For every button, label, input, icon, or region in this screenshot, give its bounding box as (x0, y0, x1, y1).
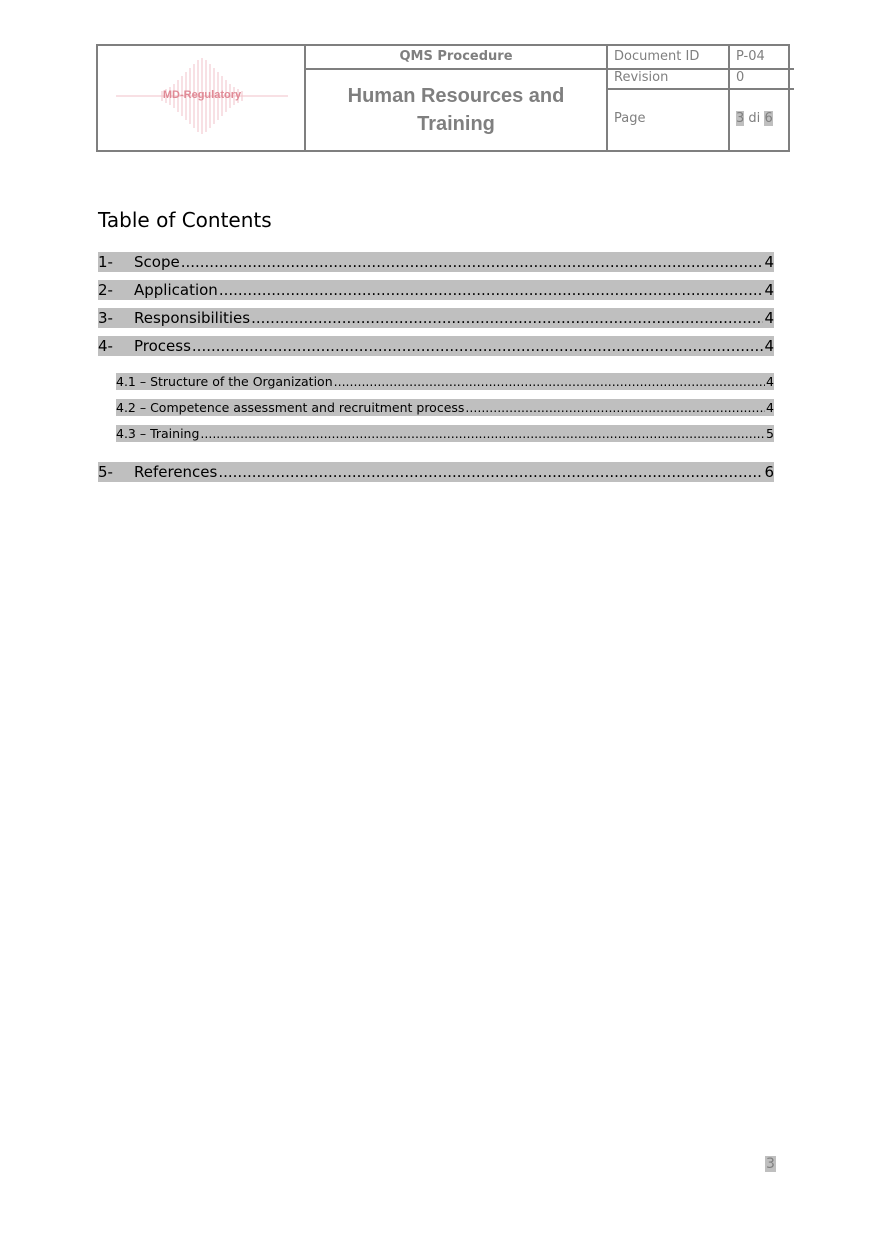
toc-entry-page: 4 (764, 253, 774, 271)
toc-entry-scope[interactable] (98, 252, 774, 272)
toc-entry-page: 4 (764, 309, 774, 327)
meta-labels (608, 46, 730, 150)
toc-entry-number: 5- (98, 463, 113, 481)
procedure-label: QMS Procedure (306, 46, 606, 70)
toc-entry-competence[interactable] (116, 399, 774, 416)
revision-value: 0 (730, 68, 794, 90)
footer-page-number: 3 (766, 1156, 775, 1172)
toc-leader (465, 400, 765, 415)
toc-entry-label: References (134, 463, 218, 481)
toc-entry-label: 4.2 – Competence assessment and recruitment process (116, 400, 465, 415)
document-header (96, 44, 790, 152)
toc-entry-number: 4- (98, 337, 113, 355)
toc-entry-label: Application (134, 281, 218, 299)
toc-entry-references[interactable] (98, 462, 774, 482)
page-total: 6 (764, 111, 773, 126)
toc-leader (218, 463, 763, 481)
toc-entry-responsibilities[interactable] (98, 308, 774, 328)
logo-cell (98, 46, 306, 150)
title-column (306, 46, 608, 150)
meta-values (730, 46, 788, 150)
page-separator: di (748, 111, 761, 126)
toc-entry-label: Responsibilities (134, 309, 251, 327)
toc-leader (181, 253, 764, 271)
toc-entry-process[interactable] (98, 336, 774, 356)
toc-leader (192, 337, 764, 355)
md-regulatory-logo (112, 54, 292, 138)
toc-entry-number: 3- (98, 309, 113, 327)
logo-text: MD-Regulatory (162, 89, 242, 101)
toc-entry-page: 4 (764, 281, 774, 299)
toc-entry-structure[interactable] (116, 373, 774, 390)
toc-entry-label: 4.3 – Training (116, 426, 200, 441)
toc-entry-number: 1- (98, 253, 113, 271)
document-title (306, 70, 606, 150)
toc-leader (219, 281, 764, 299)
document-title-text: Human Resources and Training (347, 85, 565, 135)
page-current: 3 (736, 111, 745, 126)
revision-label: Revision (608, 68, 734, 90)
toc-entry-page: 4 (764, 337, 774, 355)
doc-id-label: Document ID (608, 46, 734, 70)
toc-entry-label: 4.1 – Structure of the Organization (116, 374, 333, 389)
toc-title: Table of Contents (98, 208, 272, 232)
toc-entry-page: 4 (766, 400, 774, 415)
toc-entry-page: 4 (766, 374, 774, 389)
toc-entry-application[interactable] (98, 280, 774, 300)
doc-id-value: P-04 (730, 46, 794, 70)
toc-leader (200, 426, 765, 441)
toc-entry-page: 6 (764, 463, 774, 481)
toc-entry-label: Process (134, 337, 191, 355)
page-label: Page (614, 111, 646, 126)
toc-leader (251, 309, 763, 327)
toc-entry-page: 5 (766, 426, 774, 441)
toc-entry-training[interactable] (116, 425, 774, 442)
page-value (730, 88, 794, 150)
toc-entry-label: Scope (134, 253, 180, 271)
toc-entry-number: 2- (98, 281, 113, 299)
toc-leader (334, 374, 765, 389)
